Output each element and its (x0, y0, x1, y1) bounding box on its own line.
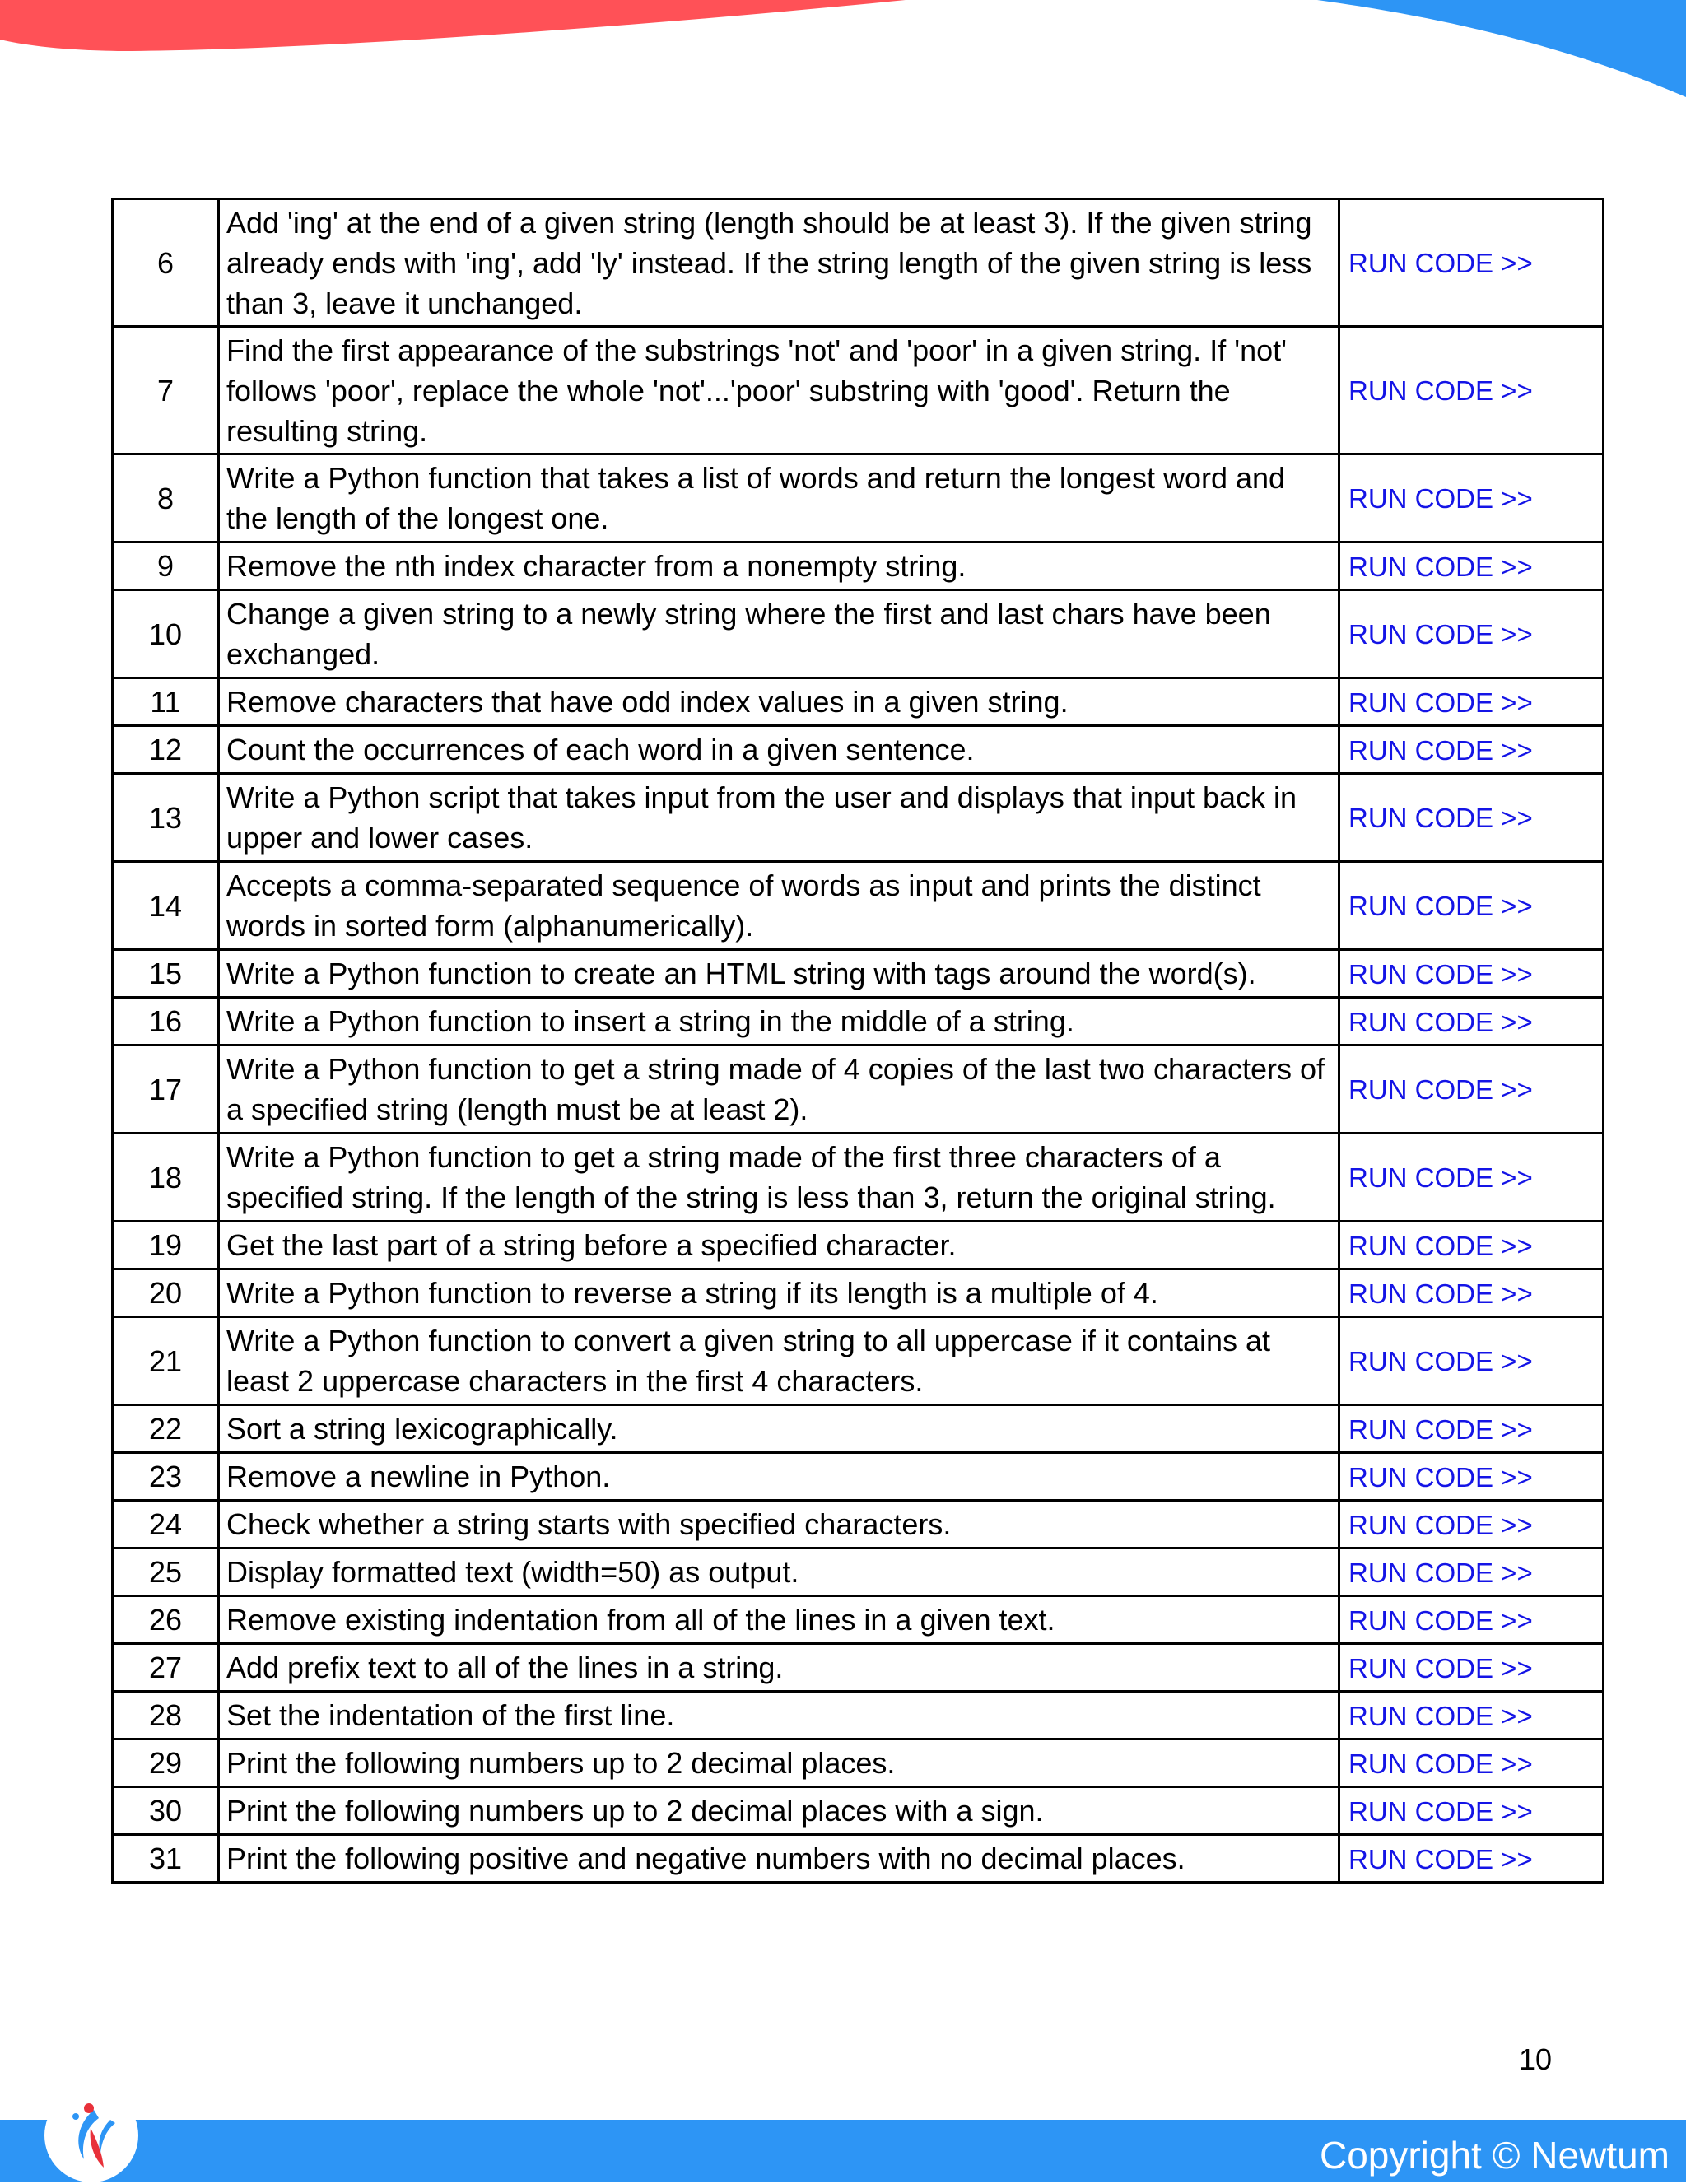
table-row (113, 726, 1604, 774)
run-code-cell (1339, 1134, 1604, 1222)
question-description: Sort a string lexicographically. (219, 1405, 1339, 1453)
question-number: 11 (113, 678, 219, 726)
run-code-link[interactable]: RUN CODE >> (1348, 734, 1533, 766)
run-code-cell (1339, 1269, 1604, 1317)
question-number: 12 (113, 726, 219, 774)
run-code-link[interactable]: RUN CODE >> (1348, 1074, 1533, 1105)
question-number: 29 (113, 1739, 219, 1787)
question-number: 30 (113, 1787, 219, 1835)
run-code-cell (1339, 1739, 1604, 1787)
question-description: Display formatted text (width=50) as output. (219, 1548, 1339, 1596)
question-number: 6 (113, 199, 219, 327)
question-description: Count the occurrences of each word in a given sentence. (219, 726, 1339, 774)
run-code-cell (1339, 1692, 1604, 1739)
table-row (113, 1835, 1604, 1883)
run-code-cell (1339, 1045, 1604, 1134)
question-number: 9 (113, 543, 219, 590)
run-code-link[interactable]: RUN CODE >> (1348, 1843, 1533, 1874)
question-number: 25 (113, 1548, 219, 1596)
table-row (113, 1405, 1604, 1453)
run-code-cell (1339, 454, 1604, 543)
table-row (113, 327, 1604, 454)
run-code-link[interactable]: RUN CODE >> (1348, 1346, 1533, 1376)
table-row (113, 1045, 1604, 1134)
question-description: Print the following positive and negative numbers with no decimal places. (219, 1835, 1339, 1883)
question-description: Remove the nth index character from a nonempty string. (219, 543, 1339, 590)
blue-wave-shape (1317, 0, 1686, 97)
table-row (113, 950, 1604, 998)
question-description: Accepts a comma-separated sequence of words as input and prints the distinct words in sorted form (alphanumerically). (219, 862, 1339, 950)
table-row (113, 998, 1604, 1045)
table-row (113, 678, 1604, 726)
question-number: 16 (113, 998, 219, 1045)
table-row (113, 1317, 1604, 1405)
run-code-cell (1339, 1453, 1604, 1501)
question-description: Write a Python function to insert a string in the middle of a string. (219, 998, 1339, 1045)
header-wave-decoration (0, 0, 1686, 107)
run-code-link[interactable]: RUN CODE >> (1348, 551, 1533, 582)
question-number: 17 (113, 1045, 219, 1134)
question-number: 15 (113, 950, 219, 998)
red-wave-shape (0, 0, 906, 51)
run-code-link[interactable]: RUN CODE >> (1348, 1700, 1533, 1731)
copyright-text: Copyright © Newtum (1319, 2134, 1670, 2177)
run-code-link[interactable]: RUN CODE >> (1348, 1604, 1533, 1636)
run-code-link[interactable]: RUN CODE >> (1348, 1413, 1533, 1445)
table-row (113, 1787, 1604, 1835)
table-row (113, 1222, 1604, 1269)
table-row (113, 1453, 1604, 1501)
run-code-cell (1339, 1501, 1604, 1548)
run-code-link[interactable]: RUN CODE >> (1348, 1652, 1533, 1683)
table-row (113, 590, 1604, 678)
table-row (113, 454, 1604, 543)
run-code-link[interactable]: RUN CODE >> (1348, 375, 1533, 406)
question-description: Add 'ing' at the end of a given string (length should be at least 3). If the given string already ends with 'ing', add 'ly' instead. If the string length of the given string is less than 3, leave it unchanged. (219, 199, 1339, 327)
page-number: 10 (1518, 2042, 1553, 2076)
run-code-link[interactable]: RUN CODE >> (1348, 1278, 1533, 1309)
question-number: 10 (113, 590, 219, 678)
question-number: 31 (113, 1835, 219, 1883)
question-number: 24 (113, 1501, 219, 1548)
table-row (113, 199, 1604, 327)
run-code-link[interactable]: RUN CODE >> (1348, 891, 1533, 921)
run-code-link[interactable]: RUN CODE >> (1348, 1509, 1533, 1540)
run-code-cell (1339, 590, 1604, 678)
run-code-cell (1339, 678, 1604, 726)
run-code-cell (1339, 1835, 1604, 1883)
run-code-link[interactable]: RUN CODE >> (1348, 1461, 1533, 1492)
question-description: Add prefix text to all of the lines in a string. (219, 1644, 1339, 1692)
question-description: Write a Python function to convert a given string to all uppercase if it contains at least 2 uppercase characters in the first 4 characters. (219, 1317, 1339, 1405)
run-code-link[interactable]: RUN CODE >> (1348, 619, 1533, 650)
question-number: 19 (113, 1222, 219, 1269)
run-code-cell (1339, 726, 1604, 774)
table-row (113, 1739, 1604, 1787)
table-row (113, 1134, 1604, 1222)
question-description: Find the first appearance of the substrings 'not' and 'poor' in a given string. If 'not' follows 'poor', replace the whole 'not'...'poor' substring with 'good'. Return the resulting string. (219, 327, 1339, 454)
question-number: 23 (113, 1453, 219, 1501)
question-number: 22 (113, 1405, 219, 1453)
table-row (113, 1644, 1604, 1692)
run-code-cell (1339, 543, 1604, 590)
table-row (113, 1596, 1604, 1644)
run-code-link[interactable]: RUN CODE >> (1348, 1230, 1533, 1261)
question-number: 26 (113, 1596, 219, 1644)
question-description: Set the indentation of the first line. (219, 1692, 1339, 1739)
run-code-link[interactable]: RUN CODE >> (1348, 1557, 1533, 1588)
run-code-link[interactable]: RUN CODE >> (1348, 687, 1533, 718)
question-description: Write a Python function to get a string made of 4 copies of the last two characters of a specified string (length must be at least 2). (219, 1045, 1339, 1134)
run-code-cell (1339, 1787, 1604, 1835)
run-code-cell (1339, 774, 1604, 862)
question-number: 14 (113, 862, 219, 950)
question-number: 21 (113, 1317, 219, 1405)
question-description: Write a Python function to get a string made of the first three characters of a specified string. If the length of the string is less than 3, return the original string. (219, 1134, 1339, 1222)
run-code-link[interactable]: RUN CODE >> (1348, 1748, 1533, 1779)
question-number: 20 (113, 1269, 219, 1317)
run-code-cell (1339, 1548, 1604, 1596)
run-code-link[interactable]: RUN CODE >> (1348, 958, 1533, 990)
table-row (113, 1269, 1604, 1317)
table-row (113, 1692, 1604, 1739)
table-row (113, 1548, 1604, 1596)
question-description: Remove existing indentation from all of the lines in a given text. (219, 1596, 1339, 1644)
table-row (113, 774, 1604, 862)
run-code-cell (1339, 199, 1604, 327)
question-description: Get the last part of a string before a specified character. (219, 1222, 1339, 1269)
run-code-link[interactable]: RUN CODE >> (1348, 1006, 1533, 1037)
question-description: Check whether a string starts with specified characters. (219, 1501, 1339, 1548)
run-code-cell (1339, 1317, 1604, 1405)
question-description: Print the following numbers up to 2 decimal places with a sign. (219, 1787, 1339, 1835)
question-number: 27 (113, 1644, 219, 1692)
run-code-cell (1339, 998, 1604, 1045)
newtum-logo-icon (43, 2087, 140, 2184)
question-description: Write a Python function to reverse a string if its length is a multiple of 4. (219, 1269, 1339, 1317)
run-code-link[interactable]: RUN CODE >> (1348, 803, 1533, 833)
table-row (113, 862, 1604, 950)
run-code-cell (1339, 950, 1604, 998)
question-description: Write a Python script that takes input from the user and displays that input back in upper and lower cases. (219, 774, 1339, 862)
question-number: 13 (113, 774, 219, 862)
run-code-cell (1339, 1644, 1604, 1692)
run-code-link[interactable]: RUN CODE >> (1348, 248, 1533, 278)
question-number: 7 (113, 327, 219, 454)
run-code-cell (1339, 862, 1604, 950)
question-description: Remove characters that have odd index values in a given string. (219, 678, 1339, 726)
table-row (113, 1501, 1604, 1548)
run-code-cell (1339, 327, 1604, 454)
question-description: Change a given string to a newly string where the first and last chars have been exchanged. (219, 590, 1339, 678)
question-description: Write a Python function to create an HTML string with tags around the word(s). (219, 950, 1339, 998)
question-description: Write a Python function that takes a list of words and return the longest word and the length of the longest one. (219, 454, 1339, 543)
run-code-cell (1339, 1596, 1604, 1644)
question-number: 8 (113, 454, 219, 543)
questions-table (111, 198, 1604, 1884)
question-description: Print the following numbers up to 2 decimal places. (219, 1739, 1339, 1787)
run-code-cell (1339, 1222, 1604, 1269)
run-code-link[interactable]: RUN CODE >> (1348, 483, 1533, 514)
table-row (113, 543, 1604, 590)
question-number: 18 (113, 1134, 219, 1222)
run-code-cell (1339, 1405, 1604, 1453)
run-code-link[interactable]: RUN CODE >> (1348, 1795, 1533, 1827)
question-description: Remove a newline in Python. (219, 1453, 1339, 1501)
question-number: 28 (113, 1692, 219, 1739)
run-code-link[interactable]: RUN CODE >> (1348, 1162, 1533, 1193)
